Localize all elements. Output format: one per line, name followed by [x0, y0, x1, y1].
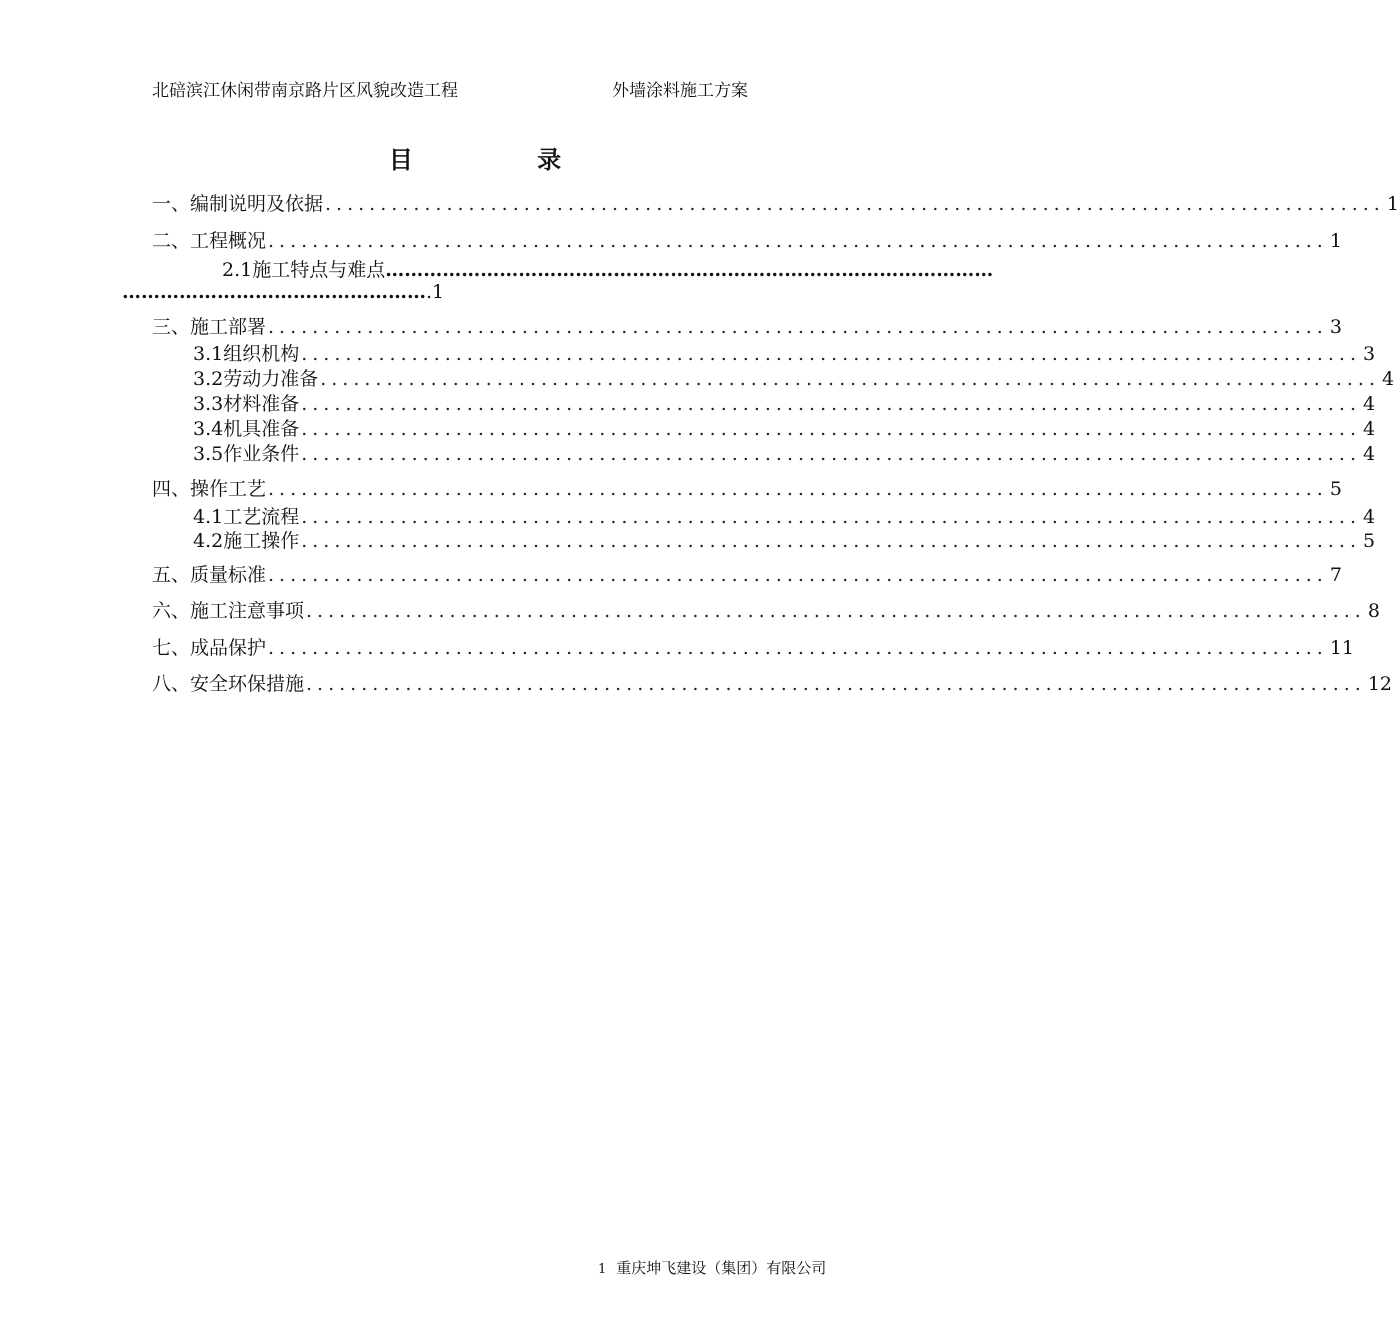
toc-entry-page: 8 — [1367, 600, 1380, 622]
page-header — [0, 76, 950, 100]
toc-entry-page: 5 — [1329, 478, 1342, 500]
toc-entry-label: 八、安全环保措施 — [152, 673, 305, 695]
toc-entry[interactable] — [152, 633, 1354, 659]
toc-entry-page: 1 — [1386, 193, 1399, 215]
toc-entry-page: 11 — [1329, 637, 1354, 659]
toc-leader-dots: …………………………………………………………………………………… — [385, 259, 994, 281]
toc-entry-label: 二、工程概况 — [152, 230, 267, 252]
toc-entry-page: 4 — [1363, 393, 1376, 415]
toc-entry[interactable] — [152, 560, 1342, 586]
toc-entry-page: 3 — [1363, 343, 1376, 365]
toc-leader-dots: ................................................................................................ — [301, 343, 1362, 365]
header-project-name: 北碚滨江休闲带南京路片区风貌改造工程 — [152, 81, 458, 101]
toc-entry[interactable] — [193, 414, 1376, 440]
toc-entry-label: 4.1工艺流程 — [193, 506, 300, 528]
toc-entry-page: 4 — [1363, 443, 1376, 465]
toc-leader-dots: ................................................................................................ — [320, 368, 1381, 390]
toc-entry-page: 12 — [1367, 673, 1392, 695]
toc-entry-page: 7 — [1329, 564, 1342, 586]
toc-entry[interactable] — [152, 312, 1342, 338]
toc-entry-wrapped[interactable] — [222, 255, 994, 281]
toc-entry-label: 七、成品保护 — [152, 637, 267, 659]
toc-entry[interactable] — [193, 364, 1395, 390]
toc-entry-label: 五、质量标准 — [152, 564, 267, 586]
toc-leader-dots: ................................................................................................ — [301, 418, 1362, 440]
toc-leader-dots: ................................................................................................ — [268, 230, 1328, 252]
toc-entry-page: 1 — [1329, 230, 1342, 252]
toc-entry-label: 3.2劳动力准备 — [193, 368, 319, 390]
footer-company-name: 重庆坤飞建设（集团）有限公司 — [616, 1259, 827, 1277]
toc-entry[interactable] — [152, 226, 1342, 252]
toc-entry[interactable] — [193, 526, 1376, 552]
toc-entry-label: 一、编制说明及依据 — [152, 193, 324, 215]
toc-entry-label: 六、施工注意事项 — [152, 600, 305, 622]
toc-entry-label: 4.2施工操作 — [193, 530, 300, 552]
toc-leader-dots: ................................................................................................ — [306, 600, 1366, 622]
toc-entry-page: 5 — [1363, 530, 1376, 552]
toc-entry-label: 3.4机具准备 — [193, 418, 300, 440]
toc-leader-dots: ................................................................................................ — [268, 564, 1328, 586]
toc-entry-page: 4 — [1363, 418, 1376, 440]
toc-entry[interactable] — [152, 189, 1399, 215]
toc-entry-label: 2.1施工特点与难点 — [222, 259, 386, 281]
toc-entry-page: .1 — [426, 281, 445, 303]
toc-entry-page: 4 — [1363, 506, 1376, 528]
toc-entry[interactable] — [193, 502, 1376, 528]
toc-leader-dots: ................................................................................................ — [268, 478, 1328, 500]
toc-entry[interactable] — [193, 439, 1376, 465]
toc-entry-label: 3.3材料准备 — [193, 393, 300, 415]
page-footer — [598, 1257, 826, 1278]
toc-leader-dots: ................................................................................................ — [306, 673, 1366, 695]
toc-entry[interactable] — [152, 474, 1342, 500]
toc-leader-dots: ………………………………………… — [122, 281, 426, 303]
toc-title: 目 录 — [388, 145, 620, 174]
toc-entry-label: 四、操作工艺 — [152, 478, 267, 500]
toc-entry-label: 3.5作业条件 — [193, 443, 300, 465]
toc-entry-label: 三、施工部署 — [152, 316, 267, 338]
toc-entry-page: 4 — [1382, 368, 1395, 390]
toc-entry-page: 3 — [1329, 316, 1342, 338]
toc-leader-dots: ................................................................................................ — [268, 316, 1328, 338]
toc-entry[interactable] — [193, 389, 1376, 415]
toc-entry-label: 3.1组织机构 — [193, 343, 300, 365]
footer-page-number: 1 — [598, 1262, 607, 1277]
toc-entry-wrapped-continuation — [122, 281, 445, 305]
toc-leader-dots: ................................................................................................ — [301, 393, 1362, 415]
toc-entry[interactable] — [152, 669, 1392, 695]
header-document-title: 外墙涂料施工方案 — [612, 81, 748, 101]
toc-entry[interactable] — [193, 339, 1376, 365]
toc-leader-dots: ................................................................................................ — [325, 193, 1385, 215]
toc-leader-dots: ................................................................................................ — [301, 530, 1362, 552]
toc-leader-dots: ................................................................................................ — [268, 637, 1328, 659]
toc-leader-dots: ................................................................................................ — [301, 443, 1362, 465]
toc-entry[interactable] — [152, 596, 1380, 622]
toc-leader-dots: ................................................................................................ — [301, 506, 1362, 528]
